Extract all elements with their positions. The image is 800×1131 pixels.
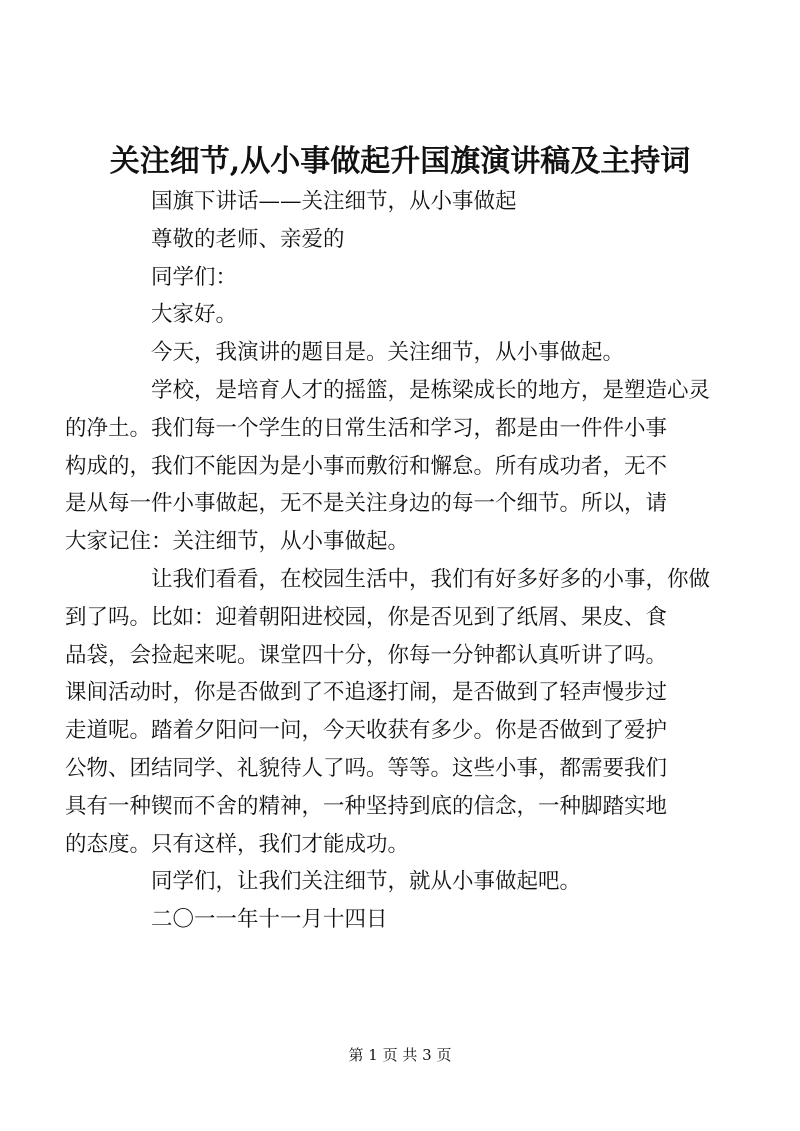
text-line: 具有一种锲而不舍的精神，一种坚持到底的信念，一种脚踏实地 [65,793,668,819]
document-title: 关注细节,从小事做起升国旗演讲稿及主持词 [109,144,691,179]
paragraph [108,296,698,334]
paragraph [108,221,698,259]
paragraph [65,372,711,561]
text-line: 国旗下讲话——关注细节，从小事做起 [151,189,517,214]
text-line: 大家好。 [151,302,238,328]
paragraph [108,334,698,372]
text-line: 大家记住：关注细节，从小事做起。 [65,529,410,555]
text-line: 品袋，会捡起来呢。课堂四十分，你每一分钟都认真听讲了吗。 [65,642,668,668]
text-line: 学校，是培育人才的摇篮，是栋梁成长的地方，是塑造心灵 [151,377,711,403]
page-footer: 第 1 页 共 3 页 [348,1046,452,1064]
text-line: 构成的，我们不能因为是小事而敷衍和懈怠。所有成功者，无不 [65,453,668,479]
paragraph [108,901,698,939]
paragraph [108,183,698,221]
text-line: 今天，我演讲的题目是。关注细节，从小事做起。 [151,340,625,366]
text-line: 的净土。我们每一个学生的日常生活和学习，都是由一件件小事 [65,415,668,441]
text-line: 到了吗。比如：迎着朝阳进校园，你是否见到了纸屑、果皮、食 [65,604,668,630]
text-line: 尊敬的老师、亲爱的 [151,226,345,252]
text-line: 走道呢。踏着夕阳问一问，今天收获有多少。你是否做到了爱护 [65,718,668,744]
paragraph [108,259,698,297]
text-line: 课间活动时，你是否做到了不追逐打闹，是否做到了轻声慢步过 [65,680,668,706]
text-line: 是从每一件小事做起，无不是关注身边的每一个细节。所以，请 [65,491,668,517]
document-body [65,183,711,939]
paragraph [65,561,711,863]
text-line: 公物、团结同学、礼貌待人了吗。等等。这些小事，都需要我们 [65,755,668,781]
paragraph [108,863,698,901]
text-line: 同学们： [151,264,238,290]
text-line: 让我们看看，在校园生活中，我们有好多好多的小事，你做 [151,566,711,592]
date-line: 二〇一一年十一月十四日 [151,907,388,933]
text-line: 同学们，让我们关注细节，就从小事做起吧。 [151,869,582,895]
text-line: 的态度。只有这样，我们才能成功。 [65,831,410,857]
